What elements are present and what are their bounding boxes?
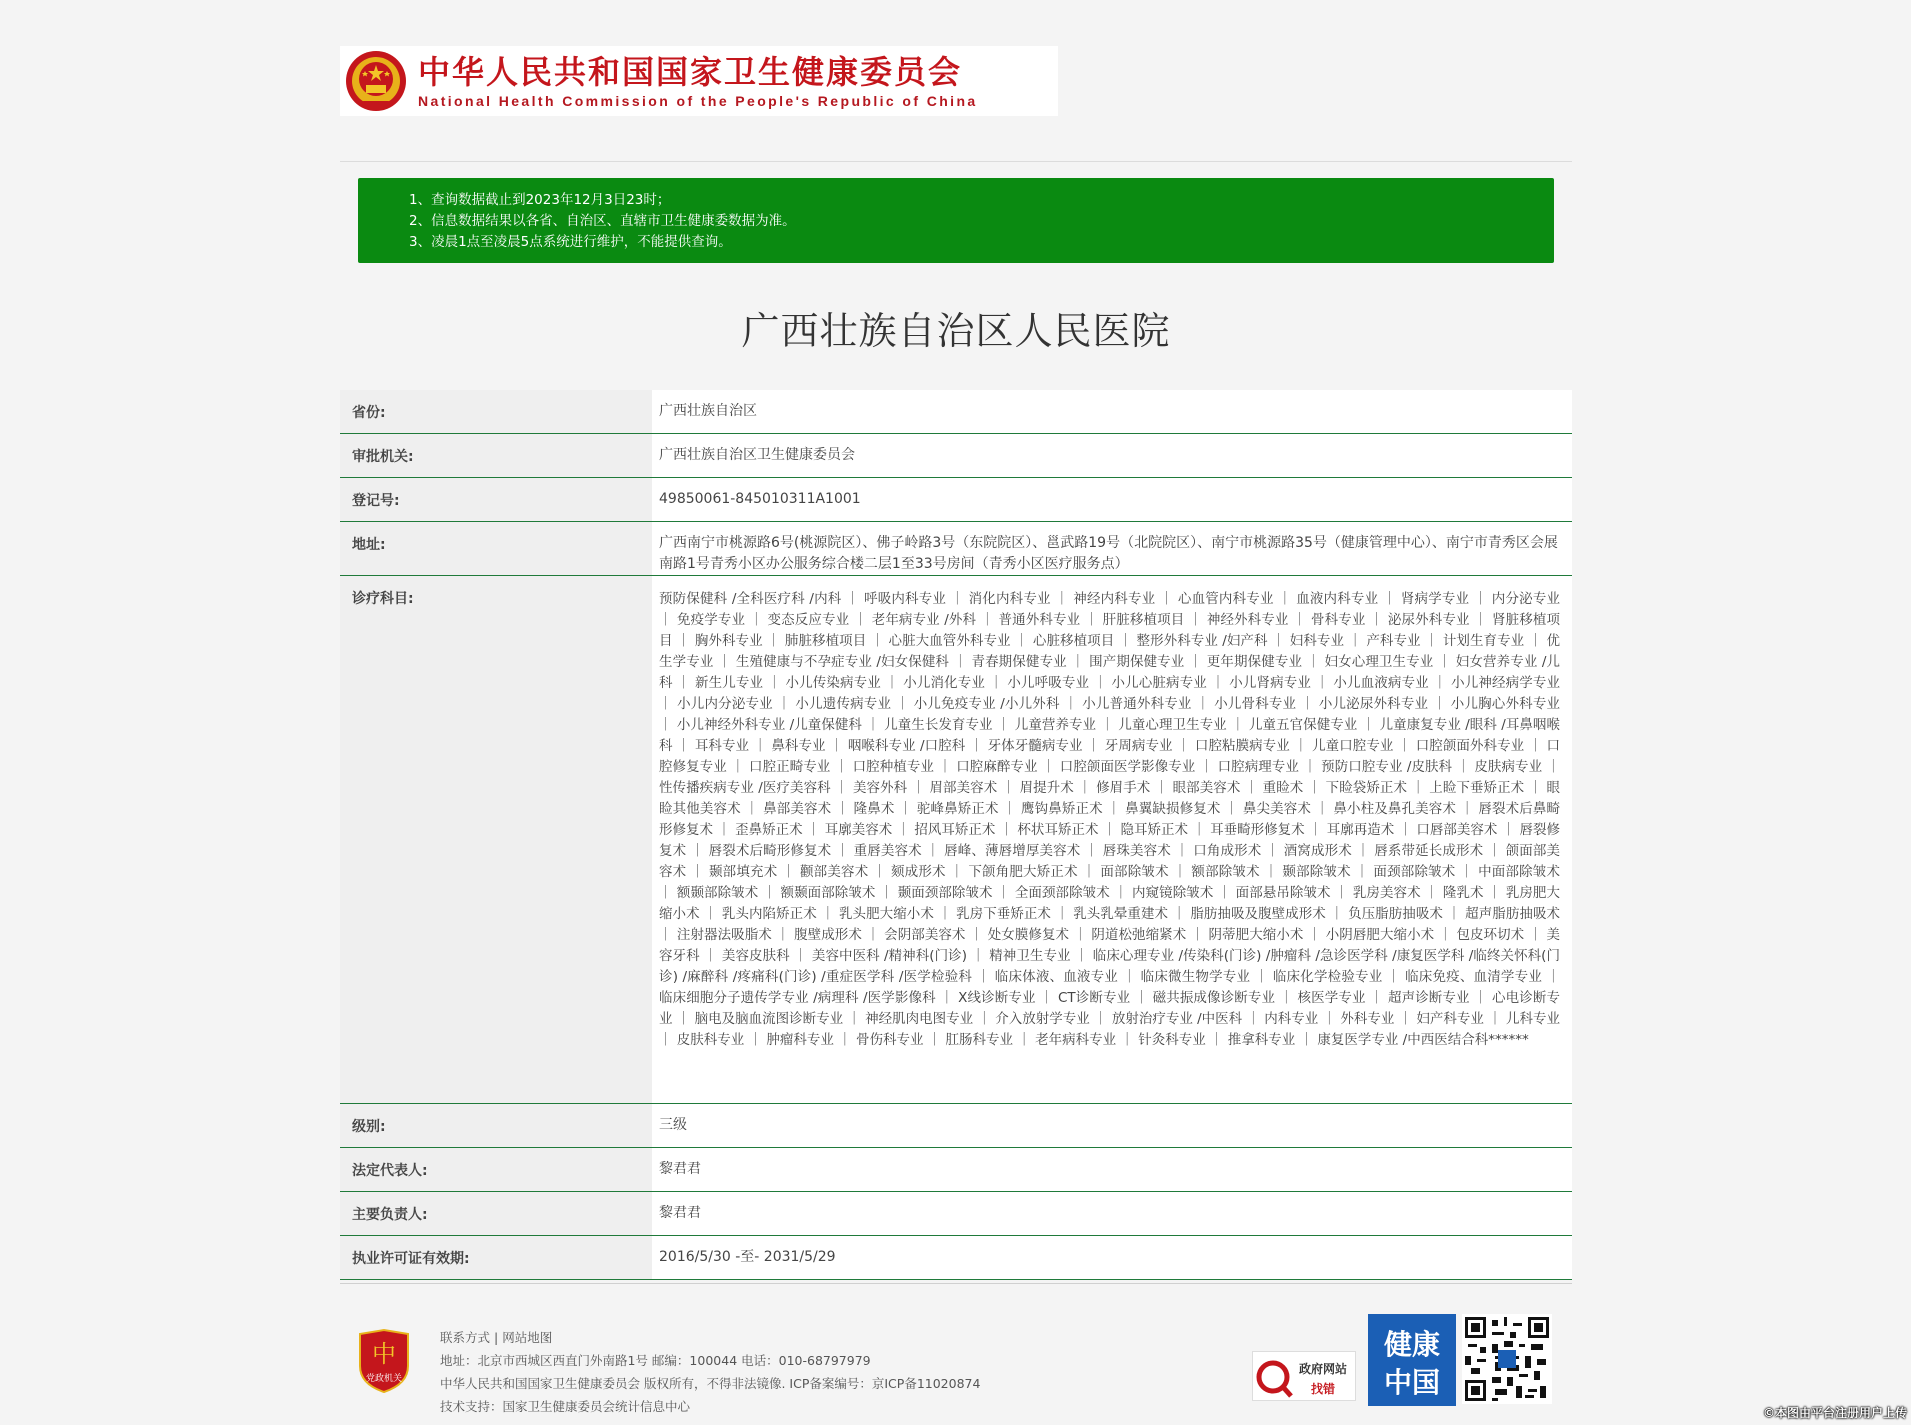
- footer-divider: [340, 1283, 1572, 1284]
- label-province: 省份:: [340, 390, 652, 433]
- value-address: 广西南宁市桃源路6号(桃源院区）、佛子岭路3号（东院院区）、邕武路19号（北院院区）、南宁市桃源路35号（健康管理中心）、南宁市青秀区会展南路1号青秀小区办公服务综合楼二层1至33号房间（青秀小区医疗服务点）: [652, 522, 1572, 575]
- value-reg-no: 49850061-845010311A1001: [652, 478, 1572, 521]
- value-level: 三级: [652, 1104, 1572, 1147]
- label-authority: 审批机关:: [340, 434, 652, 477]
- value-authority: 广西壮族自治区卫生健康委员会: [652, 434, 1572, 477]
- label-legal-rep: 法定代表人:: [340, 1148, 652, 1191]
- value-principal: 黎君君: [652, 1192, 1572, 1235]
- gov-badge-line1: 政府网站: [1298, 1362, 1348, 1376]
- value-validity: 2016/5/30 -至- 2031/5/29: [652, 1236, 1572, 1279]
- label-reg-no: 登记号:: [340, 478, 652, 521]
- label-subjects: 诊疗科目:: [340, 576, 652, 1103]
- notice-line-1: 1、查询数据截止到2023年12月3日23时；: [409, 192, 671, 208]
- health-logo-line2: 中国: [1383, 1366, 1441, 1399]
- info-table: [340, 390, 1572, 1280]
- row-authority: [340, 434, 1572, 478]
- row-province: [340, 390, 1572, 434]
- footer-address: 地址：北京市西城区西直门外南路1号 邮编：100044 电话：010-68797979: [440, 1353, 871, 1368]
- label-principal: 主要负责人:: [340, 1192, 652, 1235]
- gov-site-error-report-badge[interactable]: [1252, 1351, 1356, 1401]
- notice-line-2: 2、信息数据结果以各省、自治区、直辖市卫生健康委数据为准。: [409, 213, 796, 229]
- footer-separator: |: [494, 1330, 499, 1345]
- upload-watermark: ©本图由平台注册用户上传: [1762, 1406, 1907, 1420]
- footer-links: [440, 1326, 980, 1349]
- label-address: 地址:: [340, 522, 652, 575]
- notice-box: [358, 178, 1554, 263]
- sitemap-link[interactable]: 网站地图: [502, 1330, 553, 1345]
- row-legal-rep: [340, 1148, 1572, 1192]
- contact-link[interactable]: 联系方式: [440, 1330, 491, 1345]
- label-validity: 执业许可证有效期:: [340, 1236, 652, 1279]
- footer-copyright: 中华人民共和国国家卫生健康委员会 版权所有，不得非法镜像. ICP备案编号：京ICP备11020874: [440, 1376, 981, 1391]
- health-logo-line1: 健康: [1383, 1328, 1441, 1361]
- site-header[interactable]: [340, 46, 1058, 116]
- hospital-name: 广西壮族自治区人民医院: [741, 309, 1171, 353]
- label-level: 级别:: [340, 1104, 652, 1147]
- healthy-china-logo-icon[interactable]: [1368, 1314, 1456, 1406]
- header-divider: [340, 161, 1572, 162]
- row-level: [340, 1104, 1572, 1148]
- header-title-en: National Health Commission of the People's Republic of China: [418, 93, 978, 109]
- svg-text:中: 中: [372, 1340, 396, 1368]
- row-validity: [340, 1236, 1572, 1280]
- party-badge-label: 党政机关: [365, 1374, 403, 1384]
- row-subjects: [340, 576, 1572, 1104]
- national-emblem-icon: [344, 49, 408, 113]
- qr-code-icon[interactable]: [1462, 1314, 1552, 1404]
- value-province: 广西壮族自治区: [652, 390, 1572, 433]
- header-title-cn: 中华人民共和国国家卫生健康委员会: [418, 53, 963, 91]
- row-reg-no: [340, 478, 1572, 522]
- notice-line-3: 3、凌晨1点至凌晨5点系统进行维护，不能提供查询。: [409, 234, 732, 250]
- value-subjects: 预防保健科 /全科医疗科 /内科 ｜ 呼吸内科专业 ｜ 消化内科专业 ｜ 神经内科专业 ｜ 心血管内科专业 ｜ 血液内科专业 ｜ 肾病学专业 ｜ 内分泌专业 ｜ 免疫学专业 ｜ 变态反应专业 ｜ 老年病专业 /外科 ｜ 普通外科专业 ｜ 肝脏移植项目 ｜ 神经外科专业 ｜ 骨科专业 ｜ 泌尿外科专业 ｜ 肾脏移植项目 ｜ 胸外科专业 ｜ 肺脏移植项目 ｜ 心脏大血管外科专业 ｜ 心脏移植项目 ｜ 整形外科专业 /妇产科 ｜ 妇科专业 ｜ 产科专业 ｜ 计划生育专业 ｜ 优生学专业 ｜ 生殖健康与不孕症专业 /妇女保健科 ｜ 青春期保健专业 ｜ 围产期保健专业 ｜ 更年期保健专业 ｜ 妇女心理卫生专业 ｜ 妇女营养专业 /儿科 ｜ 新生儿专业 ｜ 小儿传染病专业 ｜ 小儿消化专业 ｜ 小儿呼吸专业 ｜ 小儿心脏病专业 ｜ 小儿肾病专业 ｜ 小儿血液病专业 ｜ 小儿神经病学专业 ｜ 小儿内分泌专业 ｜ 小儿遗传病专业 ｜ 小儿免疫专业 /小儿外科 ｜ 小儿普通外科专业 ｜ 小儿骨科专业 ｜ 小儿泌尿外科专业 ｜ 小儿胸心外科专业 ｜ 小儿神经外科专业 /儿童保健科 ｜ 儿童生长发育专业 ｜ 儿童营养专业 ｜ 儿童心理卫生专业 ｜ 儿童五官保健专业 ｜ 儿童康复专业 /眼科 /耳鼻咽喉科 ｜ 耳科专业 ｜ 鼻科专业 ｜ 咽喉科专业 /口腔科 ｜ 牙体牙髓病专业 ｜ 牙周病专业 ｜ 口腔粘膜病专业 ｜ 儿童口腔专业 ｜ 口腔颌面外科专业 ｜ 口腔修复专业 ｜ 口腔正畸专业 ｜ 口腔种植专业 ｜ 口腔麻醉专业 ｜ 口腔颌面医学影像专业 ｜ 口腔病理专业 ｜ 预防口腔专业 /皮肤科 ｜ 皮肤病专业 ｜ 性传播疾病专业 /医疗美容科 ｜ 美容外科 ｜ 眉部美容术 ｜ 眉提升术 ｜ 修眉手术 ｜ 眼部美容术 ｜ 重睑术 ｜ 下睑袋矫正术 ｜ 上睑下垂矫正术 ｜ 眼睑其他美容术 ｜ 鼻部美容术 ｜ 隆鼻术 ｜ 驼峰鼻矫正术 ｜ 鹰钩鼻矫正术 ｜ 鼻翼缺损修复术 ｜ 鼻尖美容术 ｜ 鼻小柱及鼻孔美容术 ｜ 唇裂术后鼻畸形修复术 ｜ 歪鼻矫正术 ｜ 耳廓美容术 ｜ 招风耳矫正术 ｜ 杯状耳矫正术 ｜ 隐耳矫正术 ｜ 耳垂畸形修复术 ｜ 耳廓再造术 ｜ 口唇部美容术 ｜ 唇裂修复术 ｜ 唇裂术后畸形修复术 ｜ 重唇美容术 ｜ 唇峰、薄唇增厚美容术 ｜ 唇珠美容术 ｜ 口角成形术 ｜ 酒窝成形术 ｜ 唇系带延长成形术 ｜ 颌面部美容术 ｜ 颞部填充术 ｜ 颧部美容术 ｜ 颏成形术 ｜ 下颌角肥大矫正术 ｜ 面部除皱术 ｜ 额部除皱术 ｜ 颞部除皱术 ｜ 面颈部除皱术 ｜ 中面部除皱术 ｜ 额颞部除皱术 ｜ 额颞面部除皱术 ｜ 颞面颈部除皱术 ｜ 全面颈部除皱术 ｜ 内窥镜除皱术 ｜ 面部悬吊除皱术 ｜ 乳房美容术 ｜ 隆乳术 ｜ 乳房肥大缩小术 ｜ 乳头内陷矫正术 ｜ 乳头肥大缩小术 ｜ 乳房下垂矫正术 ｜ 乳头乳晕重建术 ｜ 脂肪抽吸及腹壁成形术 ｜ 负压脂肪抽吸术 ｜ 超声脂肪抽吸术 ｜ 注射器法吸脂术 ｜ 腹壁成形术 ｜ 会阴部美容术 ｜ 处女膜修复术 ｜ 阴道松弛缩紧术 ｜ 阴蒂肥大缩小术 ｜ 小阴唇肥大缩小术 ｜ 包皮环切术 ｜ 美容牙科 ｜ 美容皮肤科 ｜ 美容中医科 /精神科(门诊) ｜ 精神卫生专业 ｜ 临床心理专业 /传染科(门诊) /肿瘤科 /急诊医学科 /康复医学科 /临终关怀科(门诊) /麻醉科 /疼痛科(门诊) /重症医学科 /医学检验科 ｜ 临床体液、血液专业 ｜ 临床微生物学专业 ｜ 临床化学检验专业 ｜ 临床免疫、血清学专业 ｜ 临床细胞分子遗传学专业 /病理科 /医学影像科 ｜ X线诊断专业 ｜ CT诊断专业 ｜ 磁共振成像诊断专业 ｜ 核医学专业 ｜ 超声诊断专业 ｜ 心电诊断专业 ｜ 脑电及脑血流图诊断专业 ｜ 神经肌肉电图专业 ｜ 介入放射学专业 ｜ 放射治疗专业 /中医科 ｜ 内科专业 ｜ 外科专业 ｜ 妇产科专业 ｜ 儿科专业 ｜ 皮肤科专业 ｜ 肿瘤科专业 ｜ 骨伤科专业 ｜ 肛肠科专业 ｜ 老年病科专业 ｜ 针灸科专业 ｜ 推拿科专业 ｜ 康复医学专业 /中西医结合科******: [652, 576, 1572, 1103]
- footer-support: 技术支持：国家卫生健康委员会统计信息中心: [440, 1399, 691, 1414]
- site-footer: [340, 1314, 1572, 1414]
- party-organ-badge-icon[interactable]: [356, 1328, 412, 1394]
- row-address: [340, 522, 1572, 576]
- brand-text: [418, 53, 978, 109]
- row-principal: [340, 1192, 1572, 1236]
- gov-badge-line2: 找错: [1310, 1382, 1336, 1396]
- value-legal-rep: 黎君君: [652, 1148, 1572, 1191]
- footer-text: [440, 1326, 980, 1418]
